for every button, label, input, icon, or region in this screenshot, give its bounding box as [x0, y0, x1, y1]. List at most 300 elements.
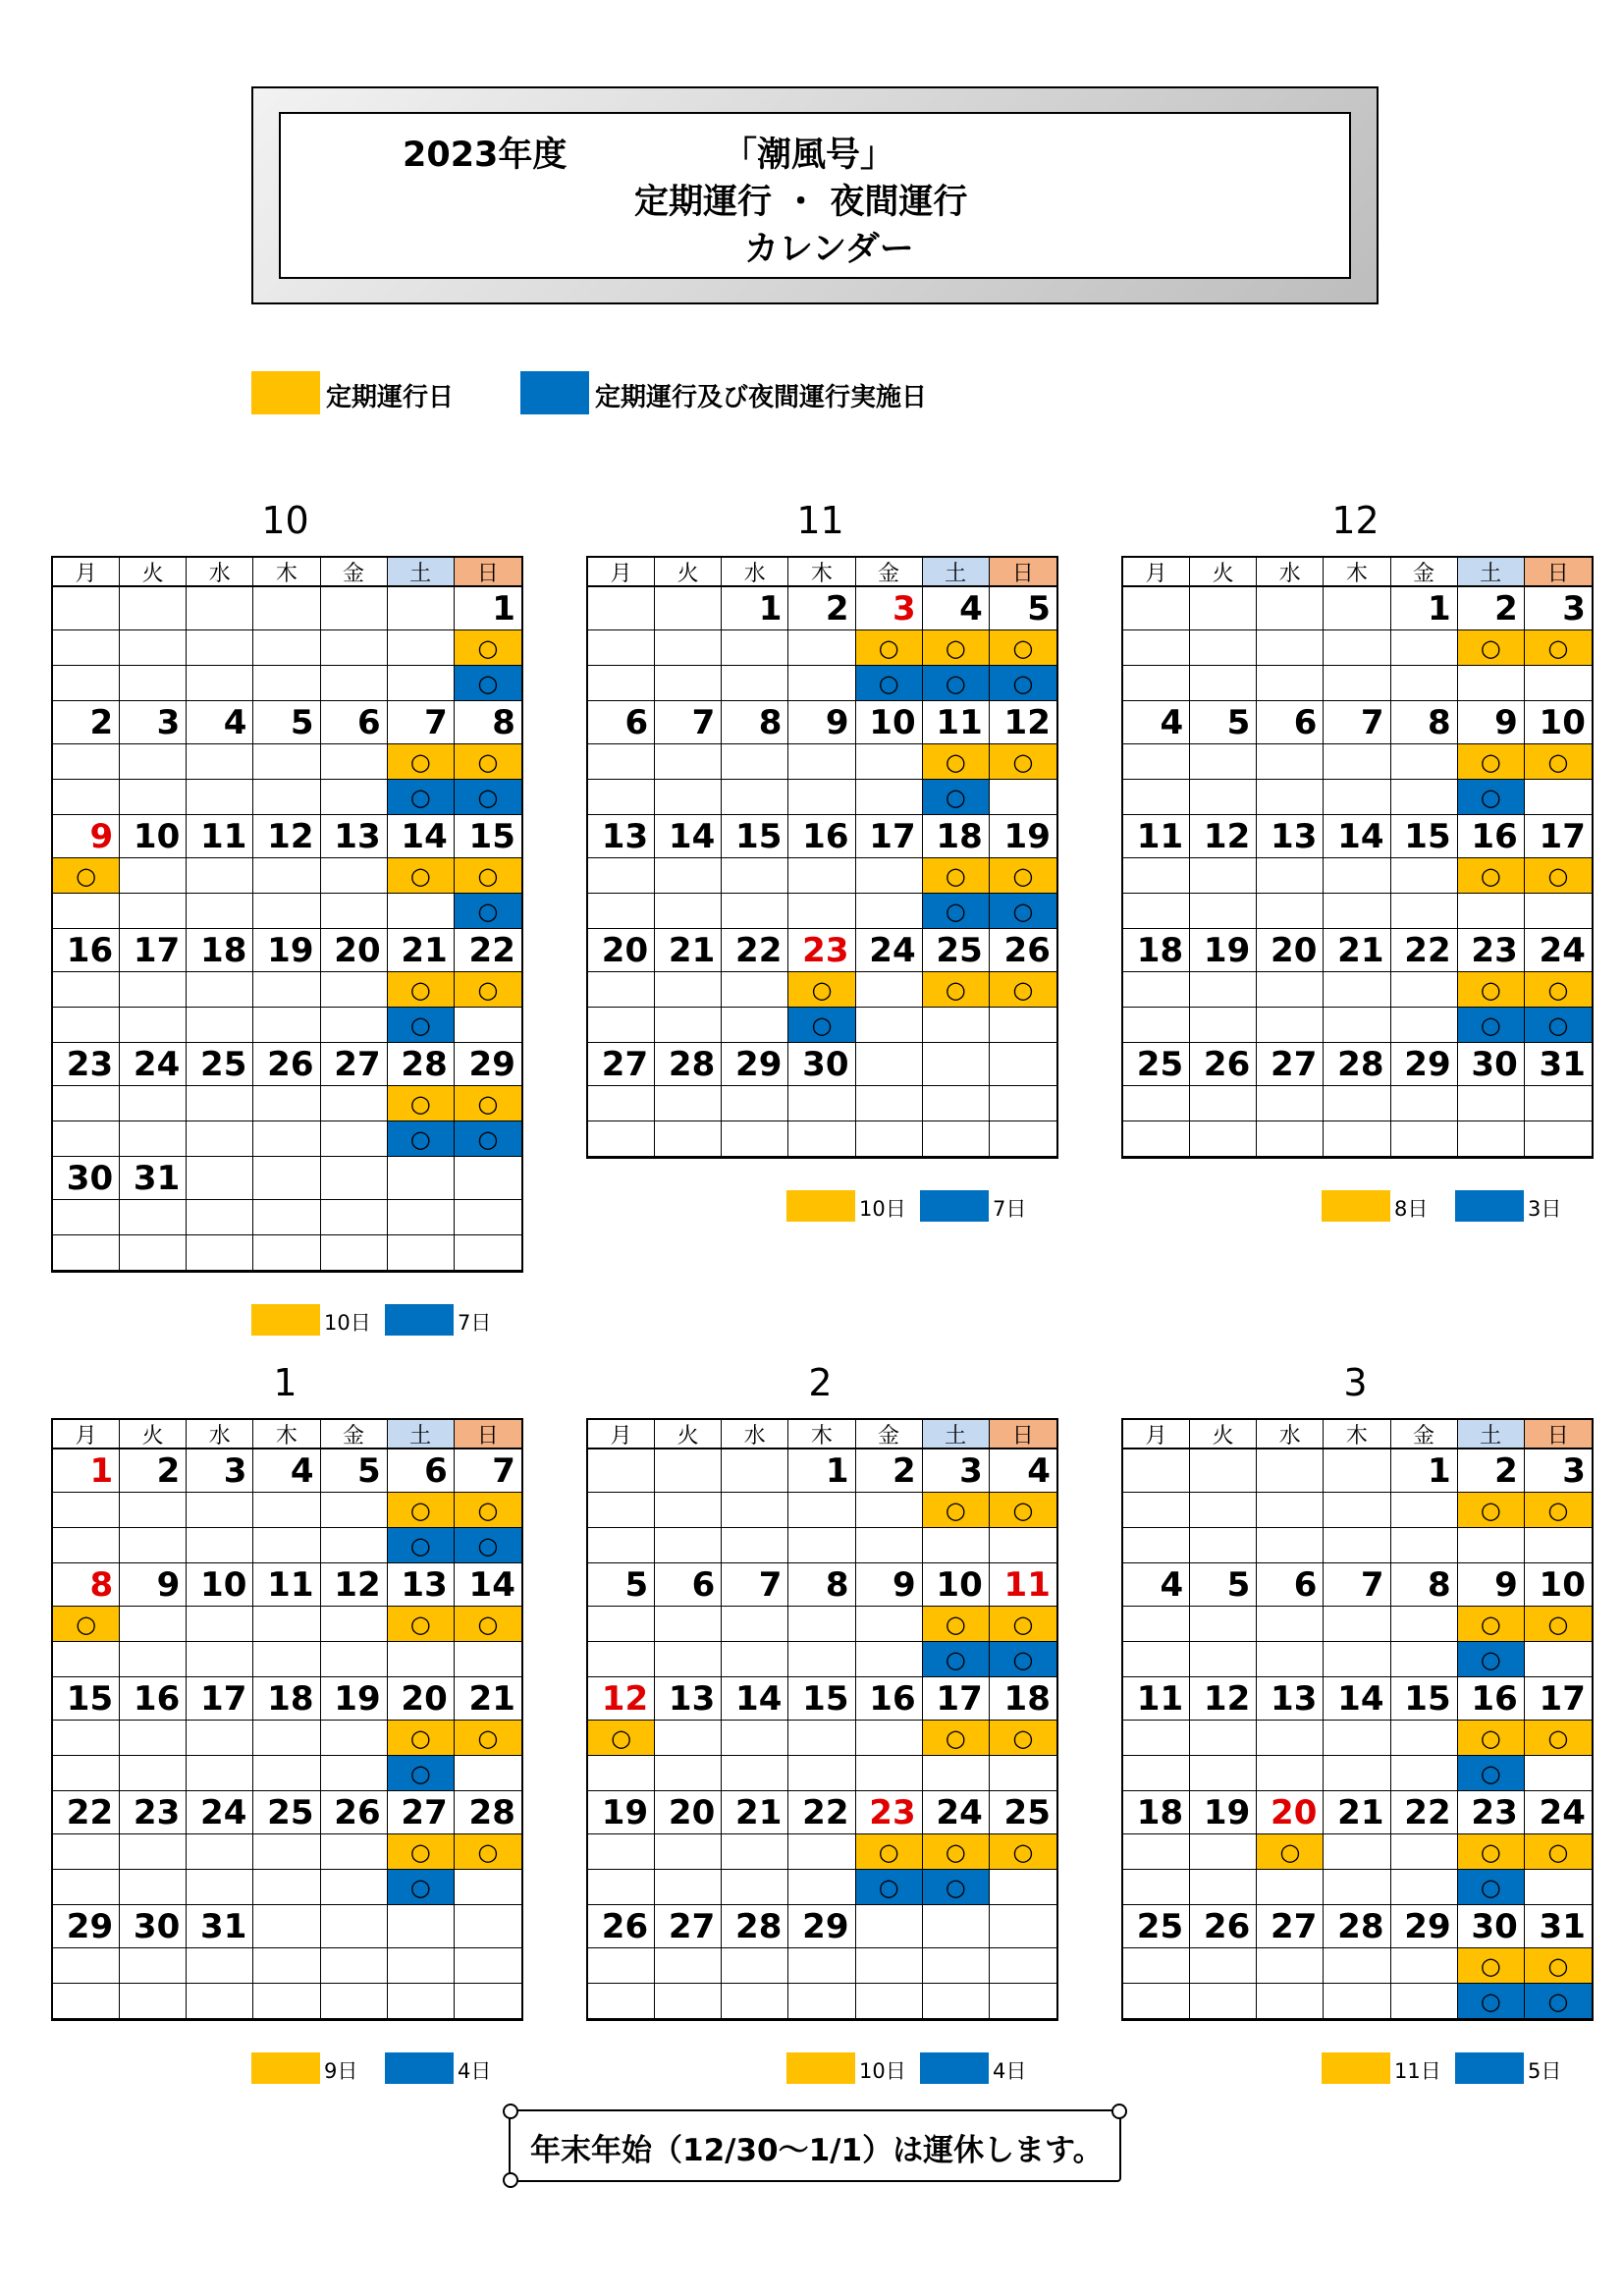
date-cell: 14	[1324, 815, 1390, 858]
night-mark-cell	[53, 1756, 120, 1791]
date-cell: 13	[321, 815, 388, 858]
night-mark-cell: ○	[388, 1008, 455, 1043]
date-row	[588, 929, 1056, 972]
month-label: 3	[1343, 1361, 1368, 1404]
summary-regular-swatch	[786, 1190, 855, 1222]
night-mark-cell	[655, 1984, 722, 2019]
night-mark-cell	[588, 780, 655, 815]
legend-both-label: 定期運行及び夜間運行実施日	[595, 383, 928, 412]
night-mark-cell	[53, 1121, 120, 1157]
night-mark-row	[53, 1235, 521, 1271]
night-mark-row	[1123, 666, 1592, 701]
night-mark-cell	[1324, 1642, 1390, 1677]
regular-mark-row	[53, 1200, 521, 1235]
weekday-label: 月	[1123, 558, 1190, 587]
weekday-label: 月	[588, 1420, 655, 1449]
date-cell: 2	[120, 1449, 187, 1493]
summary-regular-swatch	[786, 2052, 855, 2084]
night-mark-row	[1123, 894, 1592, 929]
regular-mark-cell	[856, 858, 923, 894]
date-cell: 15	[722, 815, 788, 858]
night-mark-cell	[1190, 894, 1257, 929]
night-mark-cell	[788, 894, 855, 929]
regular-mark-cell	[856, 744, 923, 780]
date-cell: 8	[455, 701, 521, 744]
regular-mark-cell: ○	[455, 630, 521, 666]
night-mark-row	[588, 1984, 1056, 2019]
weekday-label: 日	[455, 558, 521, 587]
night-mark-row	[53, 1528, 521, 1563]
date-cell: 8	[1391, 701, 1458, 744]
regular-mark-cell	[321, 1948, 388, 1984]
date-row	[1123, 929, 1592, 972]
night-mark-cell	[655, 666, 722, 701]
night-mark-cell	[253, 780, 320, 815]
regular-mark-cell	[187, 1721, 253, 1756]
night-mark-cell	[1525, 666, 1592, 701]
regular-mark-cell: ○	[1525, 1948, 1592, 1984]
weekday-label: 水	[187, 1420, 253, 1449]
regular-mark-cell: ○	[1458, 744, 1525, 780]
night-mark-row	[1123, 1642, 1592, 1677]
weekday-label: 木	[253, 1420, 320, 1449]
night-mark-cell	[923, 1121, 990, 1157]
weekday-header	[588, 558, 1056, 587]
night-mark-cell	[788, 780, 855, 815]
night-mark-cell	[120, 1642, 187, 1677]
regular-mark-cell	[1391, 630, 1458, 666]
regular-mark-cell	[722, 1948, 788, 1984]
night-mark-cell	[1525, 780, 1592, 815]
date-cell: 1	[788, 1449, 855, 1493]
night-mark-row	[53, 894, 521, 929]
regular-mark-cell	[1123, 744, 1190, 780]
weekday-label: 金	[1391, 1420, 1458, 1449]
date-row	[1123, 587, 1592, 630]
night-mark-cell	[588, 1121, 655, 1157]
date-cell: 16	[856, 1677, 923, 1721]
summary-regular-swatch	[1322, 1190, 1390, 1222]
night-mark-cell	[53, 1008, 120, 1043]
night-mark-cell	[321, 780, 388, 815]
date-cell: 20	[388, 1677, 455, 1721]
date-row	[53, 815, 521, 858]
regular-mark-cell: ○	[388, 1834, 455, 1870]
regular-mark-cell	[53, 1200, 120, 1235]
night-mark-cell	[321, 894, 388, 929]
regular-mark-row	[53, 744, 521, 780]
night-mark-cell	[1391, 1870, 1458, 1905]
regular-mark-cell	[120, 1834, 187, 1870]
date-cell: 29	[788, 1905, 855, 1948]
date-row	[588, 701, 1056, 744]
date-cell: 13	[588, 815, 655, 858]
date-cell: 9	[856, 1563, 923, 1607]
date-cell	[990, 1905, 1056, 1948]
regular-mark-cell	[722, 972, 788, 1008]
regular-mark-cell: ○	[990, 744, 1056, 780]
night-mark-cell	[187, 1235, 253, 1271]
date-cell: 30	[53, 1157, 120, 1200]
summary-night-swatch	[385, 1304, 454, 1336]
date-cell: 11	[1123, 1677, 1190, 1721]
night-mark-cell	[856, 1008, 923, 1043]
date-cell: 8	[1391, 1563, 1458, 1607]
regular-mark-cell: ○	[923, 1493, 990, 1528]
date-row	[588, 1677, 1056, 1721]
night-mark-cell	[1324, 780, 1390, 815]
date-cell: 28	[388, 1043, 455, 1086]
regular-mark-cell: ○	[1525, 1493, 1592, 1528]
night-mark-cell	[1123, 1528, 1190, 1563]
date-cell: 5	[588, 1563, 655, 1607]
regular-mark-row	[1123, 858, 1592, 894]
regular-mark-cell	[1123, 1493, 1190, 1528]
night-mark-row	[53, 1870, 521, 1905]
regular-mark-cell	[1391, 1493, 1458, 1528]
weekday-label: 金	[321, 1420, 388, 1449]
regular-mark-row	[588, 744, 1056, 780]
night-mark-cell	[1257, 894, 1324, 929]
regular-mark-cell	[53, 1948, 120, 1984]
night-mark-row	[53, 1008, 521, 1043]
night-mark-cell	[321, 1235, 388, 1271]
night-mark-cell: ○	[1525, 1008, 1592, 1043]
regular-mark-cell: ○	[455, 744, 521, 780]
regular-mark-cell	[321, 1493, 388, 1528]
date-cell: 15	[455, 815, 521, 858]
regular-mark-cell	[655, 1607, 722, 1642]
regular-mark-cell	[588, 1834, 655, 1870]
date-cell: 4	[253, 1449, 320, 1493]
night-mark-cell: ○	[1458, 1008, 1525, 1043]
date-cell	[1324, 587, 1390, 630]
notice-scroll	[509, 2109, 1121, 2182]
regular-mark-row	[1123, 1493, 1592, 1528]
title-year: 2023年度	[403, 136, 568, 175]
date-cell: 12	[990, 701, 1056, 744]
regular-mark-cell	[722, 1493, 788, 1528]
regular-mark-cell	[321, 972, 388, 1008]
notice-text: 年末年始（12/30〜1/1）は運休します。	[530, 2133, 1104, 2168]
date-cell: 12	[321, 1563, 388, 1607]
night-mark-cell	[53, 894, 120, 929]
date-cell: 22	[455, 929, 521, 972]
date-cell: 23	[1458, 929, 1525, 972]
regular-mark-cell	[588, 858, 655, 894]
regular-mark-cell	[1190, 744, 1257, 780]
weekday-label: 月	[1123, 1420, 1190, 1449]
regular-mark-cell	[1257, 1607, 1324, 1642]
regular-mark-cell	[455, 1200, 521, 1235]
date-cell: 26	[321, 1791, 388, 1834]
regular-mark-cell: ○	[53, 858, 120, 894]
night-mark-cell	[455, 1642, 521, 1677]
regular-mark-cell	[588, 1086, 655, 1121]
weekday-label: 火	[655, 558, 722, 587]
date-cell	[455, 1905, 521, 1948]
date-cell	[187, 1157, 253, 1200]
weekday-label: 金	[321, 558, 388, 587]
night-mark-cell	[990, 780, 1056, 815]
regular-mark-cell: ○	[388, 1721, 455, 1756]
night-mark-cell	[1324, 894, 1390, 929]
date-cell	[1190, 1449, 1257, 1493]
night-mark-cell	[923, 1528, 990, 1563]
night-mark-cell	[1123, 1008, 1190, 1043]
regular-mark-cell	[1123, 1834, 1190, 1870]
night-mark-cell	[722, 1121, 788, 1157]
regular-mark-cell	[1190, 1834, 1257, 1870]
regular-mark-row	[1123, 1607, 1592, 1642]
month-label: 10	[261, 499, 309, 542]
night-mark-cell	[655, 780, 722, 815]
regular-mark-cell: ○	[53, 1607, 120, 1642]
night-mark-row	[588, 1008, 1056, 1043]
regular-mark-cell	[722, 630, 788, 666]
regular-mark-cell	[321, 1607, 388, 1642]
date-cell: 17	[120, 929, 187, 972]
night-mark-cell	[321, 666, 388, 701]
regular-mark-cell	[1190, 1086, 1257, 1121]
summary-regular-count: 11日	[1394, 2059, 1441, 2083]
night-mark-cell	[1391, 1756, 1458, 1791]
date-cell: 1	[722, 587, 788, 630]
regular-mark-cell	[1257, 1493, 1324, 1528]
night-mark-cell	[187, 780, 253, 815]
night-mark-cell	[1324, 666, 1390, 701]
date-cell: 18	[923, 815, 990, 858]
regular-mark-cell	[923, 1948, 990, 1984]
night-mark-cell	[588, 666, 655, 701]
night-mark-cell	[655, 1121, 722, 1157]
date-row	[1123, 701, 1592, 744]
date-cell: 6	[321, 701, 388, 744]
date-cell	[321, 587, 388, 630]
date-cell	[923, 1043, 990, 1086]
night-mark-cell: ○	[990, 1642, 1056, 1677]
date-cell: 6	[1257, 701, 1324, 744]
night-mark-cell	[1324, 1756, 1390, 1791]
regular-mark-cell: ○	[1458, 972, 1525, 1008]
night-mark-cell	[388, 1984, 455, 2019]
date-cell: 2	[1458, 1449, 1525, 1493]
regular-mark-cell: ○	[923, 1607, 990, 1642]
regular-mark-cell	[1257, 1086, 1324, 1121]
night-mark-cell	[1324, 1984, 1390, 2019]
regular-mark-cell: ○	[1525, 1834, 1592, 1870]
regular-mark-row	[588, 630, 1056, 666]
date-cell: 28	[722, 1905, 788, 1948]
regular-mark-row	[1123, 1948, 1592, 1984]
night-mark-cell	[1123, 780, 1190, 815]
night-mark-cell	[120, 1008, 187, 1043]
date-cell: 9	[1458, 701, 1525, 744]
night-mark-row	[588, 780, 1056, 815]
date-cell: 17	[1525, 815, 1592, 858]
date-cell: 25	[990, 1791, 1056, 1834]
date-cell: 4	[990, 1449, 1056, 1493]
date-cell	[923, 1905, 990, 1948]
date-cell: 3	[120, 701, 187, 744]
date-cell: 27	[388, 1791, 455, 1834]
night-mark-cell	[655, 1008, 722, 1043]
night-mark-cell	[1458, 666, 1525, 701]
regular-mark-cell	[53, 972, 120, 1008]
date-cell: 22	[1391, 929, 1458, 972]
weekday-header	[1123, 1420, 1592, 1449]
night-mark-cell	[1123, 1642, 1190, 1677]
night-mark-row	[1123, 1008, 1592, 1043]
night-mark-cell	[455, 1984, 521, 2019]
date-cell: 9	[788, 701, 855, 744]
regular-mark-cell	[856, 1948, 923, 1984]
summary-night-swatch	[385, 2052, 454, 2084]
regular-mark-cell	[187, 1200, 253, 1235]
night-mark-cell	[856, 1756, 923, 1791]
night-mark-cell	[1190, 1870, 1257, 1905]
date-cell	[856, 1905, 923, 1948]
night-mark-cell	[722, 1870, 788, 1905]
night-mark-cell: ○	[990, 666, 1056, 701]
night-mark-cell	[53, 1984, 120, 2019]
night-mark-row	[588, 1756, 1056, 1791]
date-cell: 28	[1324, 1905, 1390, 1948]
night-mark-cell	[388, 894, 455, 929]
night-mark-cell	[1257, 1870, 1324, 1905]
night-mark-row	[53, 1984, 521, 2019]
night-mark-cell	[1123, 1121, 1190, 1157]
night-mark-cell	[120, 1984, 187, 2019]
night-mark-row	[1123, 780, 1592, 815]
regular-mark-row	[588, 1086, 1056, 1121]
date-cell: 26	[1190, 1043, 1257, 1086]
date-row	[588, 1905, 1056, 1948]
night-mark-cell	[388, 1235, 455, 1271]
regular-mark-cell	[120, 1493, 187, 1528]
night-mark-row	[588, 1121, 1056, 1157]
date-cell: 30	[788, 1043, 855, 1086]
regular-mark-cell	[1257, 972, 1324, 1008]
summary-night-count: 7日	[993, 1197, 1027, 1221]
regular-mark-cell: ○	[856, 630, 923, 666]
night-mark-cell	[788, 666, 855, 701]
date-cell: 1	[1391, 1449, 1458, 1493]
date-cell: 10	[1525, 701, 1592, 744]
date-cell	[321, 1157, 388, 1200]
regular-mark-cell: ○	[388, 744, 455, 780]
date-row	[53, 1791, 521, 1834]
night-mark-cell	[722, 1984, 788, 2019]
regular-mark-cell	[588, 1493, 655, 1528]
weekday-label: 火	[120, 558, 187, 587]
regular-mark-cell	[120, 1948, 187, 1984]
regular-mark-cell	[1123, 972, 1190, 1008]
date-cell: 27	[588, 1043, 655, 1086]
date-cell: 22	[53, 1791, 120, 1834]
night-mark-cell	[588, 1984, 655, 2019]
date-cell: 2	[53, 701, 120, 744]
date-cell: 12	[1190, 815, 1257, 858]
date-row	[53, 929, 521, 972]
weekday-label: 土	[388, 558, 455, 587]
night-mark-cell	[1123, 1756, 1190, 1791]
night-mark-cell	[1190, 666, 1257, 701]
regular-mark-cell: ○	[1458, 1493, 1525, 1528]
night-mark-cell	[1525, 894, 1592, 929]
regular-mark-row	[53, 1948, 521, 1984]
weekday-header	[53, 1420, 521, 1449]
weekday-header	[53, 558, 521, 587]
regular-mark-cell	[1123, 1721, 1190, 1756]
date-row	[53, 587, 521, 630]
regular-mark-cell	[120, 858, 187, 894]
date-cell: 14	[455, 1563, 521, 1607]
date-cell	[388, 587, 455, 630]
date-cell: 22	[1391, 1791, 1458, 1834]
regular-mark-cell: ○	[455, 972, 521, 1008]
regular-mark-cell	[120, 972, 187, 1008]
regular-mark-cell	[856, 1607, 923, 1642]
date-cell: 1	[1391, 587, 1458, 630]
regular-mark-cell: ○	[1525, 1607, 1592, 1642]
date-cell: 15	[53, 1677, 120, 1721]
date-cell: 21	[1324, 1791, 1390, 1834]
month-label: 1	[273, 1361, 298, 1404]
night-mark-cell	[120, 1121, 187, 1157]
calendar-grid	[1121, 1418, 1594, 2021]
date-cell: 20	[655, 1791, 722, 1834]
date-cell	[253, 587, 320, 630]
regular-mark-row	[588, 1948, 1056, 1984]
weekday-label: 土	[1458, 558, 1525, 587]
regular-mark-cell: ○	[990, 858, 1056, 894]
regular-mark-cell	[722, 744, 788, 780]
date-cell: 24	[120, 1043, 187, 1086]
regular-mark-cell	[1123, 630, 1190, 666]
summary-regular-count: 9日	[324, 2059, 358, 2083]
regular-mark-cell	[588, 630, 655, 666]
date-cell: 31	[187, 1905, 253, 1948]
date-cell: 11	[187, 815, 253, 858]
date-cell: 7	[655, 701, 722, 744]
night-mark-cell: ○	[1458, 1870, 1525, 1905]
weekday-label: 月	[53, 1420, 120, 1449]
night-mark-cell	[120, 1756, 187, 1791]
regular-mark-cell	[655, 858, 722, 894]
night-mark-cell: ○	[455, 666, 521, 701]
night-mark-cell	[722, 1756, 788, 1791]
scroll-curl-icon	[503, 2172, 518, 2188]
night-mark-row	[53, 1756, 521, 1791]
date-cell: 2	[1458, 587, 1525, 630]
date-cell: 27	[1257, 1043, 1324, 1086]
date-cell	[990, 1043, 1056, 1086]
date-cell: 9	[1458, 1563, 1525, 1607]
regular-mark-cell	[53, 630, 120, 666]
date-cell: 12	[253, 815, 320, 858]
night-mark-cell	[1458, 1528, 1525, 1563]
date-cell	[588, 587, 655, 630]
regular-mark-cell: ○	[990, 1721, 1056, 1756]
night-mark-cell	[1391, 1121, 1458, 1157]
weekday-label: 木	[788, 558, 855, 587]
regular-mark-cell	[1391, 972, 1458, 1008]
regular-mark-cell	[722, 1607, 788, 1642]
night-mark-cell	[588, 1870, 655, 1905]
regular-mark-cell	[655, 744, 722, 780]
night-mark-row	[588, 666, 1056, 701]
